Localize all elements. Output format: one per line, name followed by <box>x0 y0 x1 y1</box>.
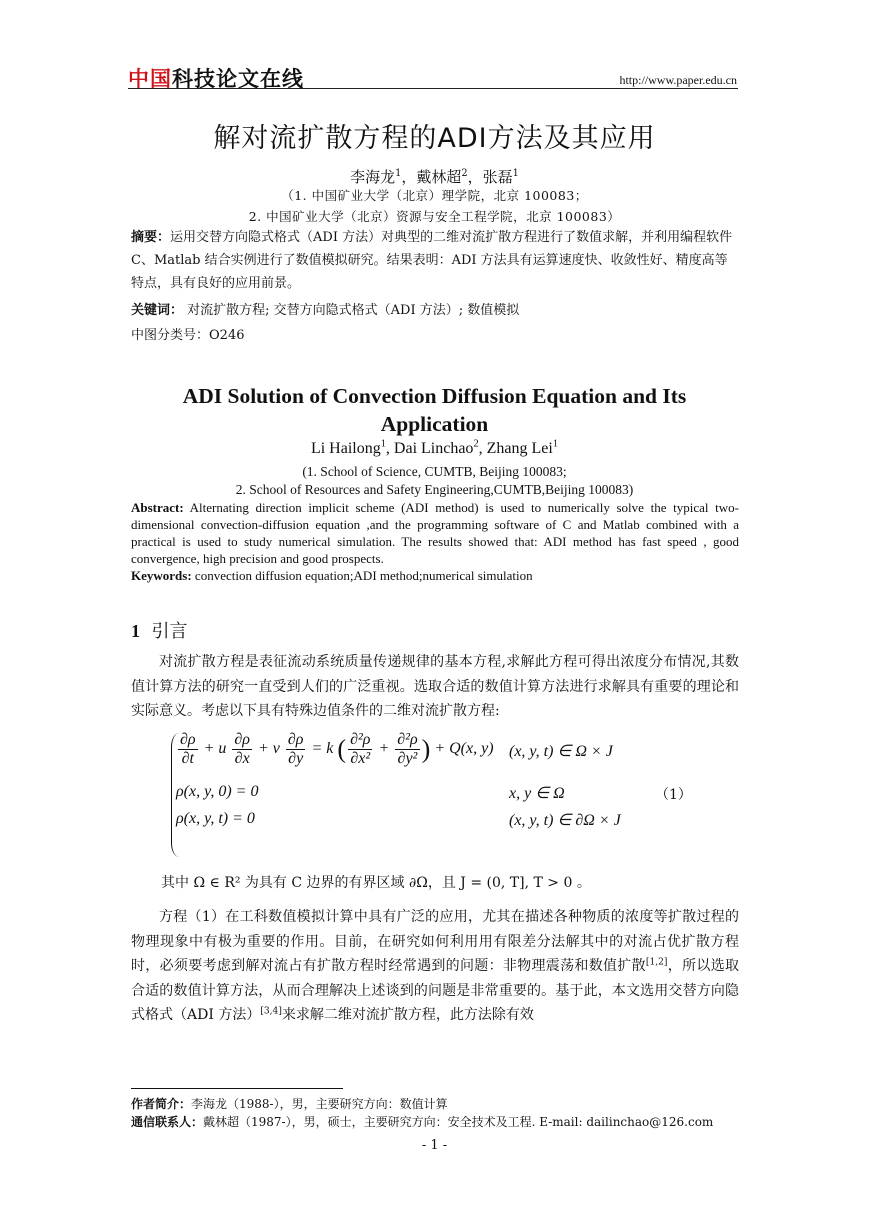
affiliation-cn-1: （1. 中国矿业大学（北京）理学院，北京 100083； <box>281 188 588 203</box>
page-number: - 1 - <box>421 1138 448 1153</box>
paragraph-where: 其中 Ω ∈ R² 为具有 C 边界的有界区域 ∂Ω，且 J = (0, T], T > 0 。 <box>161 875 591 891</box>
clc-value: O246 <box>209 328 245 343</box>
logo-black-text: 科技论文在线 <box>172 67 304 91</box>
footnote-rule <box>131 1088 343 1089</box>
section-number: 1 <box>131 621 140 641</box>
keywords-en-text: convection diffusion equation;ADI method;numerical simulation <box>191 568 533 583</box>
equation-line-3: ρ(x, y, t) = 0 <box>176 810 255 827</box>
authors-cn: 李海龙$^1$，戴林超$^2$，张磊$^1$ <box>350 168 519 186</box>
keywords-en <box>131 567 739 584</box>
equation-number: （1） <box>655 787 692 803</box>
abstract-en-label: Abstract: <box>131 500 184 515</box>
abstract-cn-text: 运用交替方向隐式格式（ADI 方法）对典型的二维对流扩散方程进行了数值求解，并利用编程软件 C、Matlab 结合实例进行了数值模拟研究。结果表明：ADI 方法具有运算速度快、收敛性好、精度高等特点，具有良好的应用前景。 <box>131 230 733 291</box>
keywords-cn-text: 对流扩散方程; 交替方向隐式格式（ADI 方法）; 数值模拟 <box>183 303 520 318</box>
keywords-cn <box>131 299 739 322</box>
citation-1-2: [1,2] <box>645 957 668 968</box>
keywords-en-label: Keywords: <box>131 568 192 583</box>
section-heading <box>131 617 187 643</box>
title-en: ADI Solution of Convection Diffusion Equation and Its Application <box>182 384 687 436</box>
keywords-cn-label: 关键词： <box>131 303 184 318</box>
citation-3-4: [3,4] <box>260 1006 282 1017</box>
logo-red-text: 中国 <box>128 67 172 91</box>
abstract-en <box>131 499 739 567</box>
header-url[interactable]: http://www.paper.edu.cn <box>619 73 737 87</box>
affiliation-cn-2: 2. 中国矿业大学（北京）资源与安全工程学院，北京 100083） <box>248 209 621 224</box>
equation-line-1: $\frac{\partial\rho}{\partial t}$ + u $\frac{\partial\rho}{\partial x}$ + v $\frac{\partial\rho}{\partial y}$ = k ( $\frac{\text{∂²ρ}}{\text{∂x²}}$ + $\frac{\text{∂²ρ}}{\text{∂y²}}$ ) + Q(x, y) <box>180 731 494 767</box>
paragraph-intro: 对流扩散方程是表征流动系统质量传递规律的基本方程,求解此方程可得出浓度分布情况,其数值计算方法的研究一直受到人们的广泛重视。选取合适的数值计算方法进行求解具有重要的理论和实际意义。考虑以下具有特殊边值条件的二维对流扩散方程: <box>131 654 739 719</box>
footnote-contact: 通信联系人：戴林超（1987-），男，硕士，主要研究方向：安全技术及工程. E-mail: dailinchao@126.com <box>131 1115 714 1129</box>
section-title: 引言 <box>151 621 188 642</box>
equation-line-2: ρ(x, y, 0) = 0 <box>176 783 259 800</box>
equation-condition-3: (x, y, t) ∈ ∂Ω × J <box>509 812 621 829</box>
affiliation-en-2: 2. School of Resources and Safety Engineering,CUMTB,Beijing 100083) <box>235 482 634 497</box>
equation-condition-1: (x, y, t) ∈ Ω × J <box>509 743 613 760</box>
clc-number <box>131 324 739 347</box>
abstract-cn-label: 摘要： <box>131 230 171 245</box>
paragraph-2: 方程（1）在工科数值模拟计算中具有广泛的应用，尤其在描述各种物质的浓度等扩散过程的物理现象中有极为重要的作用。目前，在研究如何利用用有限差分法解其中的对流占优扩散方程时，必须要考虑到解对流占有扩散方程时经常遇到的问题：非物理震荡和数值扩散[1,2]，所以选取合适的数值计算方法，从而合理解决上述谈到的问题是非常重要的。基于此，本文选用交替方向隐式格式（ADI 方法）[3,4]来求解二维对流扩散方程，此方法除有效 <box>131 909 740 1023</box>
equation-condition-2: x, y ∈ Ω <box>509 785 565 802</box>
header-rule <box>128 88 738 89</box>
footnote-author: 作者简介：李海龙（1988-），男，主要研究方向：数值计算 <box>131 1097 448 1111</box>
abstract-en-text: Alternating direction implicit scheme (ADI method) is used to numerically solve the typical two-dimensional convection-diffusion equation ,and the programming software of C and Matlab combined with a practical is used to study numerical simulation. The results showed that: ADI method has fast speed , good convergence, high precision and good prospects. <box>131 500 739 566</box>
clc-label: 中图分类号： <box>131 328 210 343</box>
abstract-cn <box>131 226 739 295</box>
title-cn: 解对流扩散方程的ADI方法及其应用 <box>213 123 656 154</box>
authors-en: Li Hailong$^1$, Dai Linchao$^2$, Zhang Lei$^1$ <box>310 438 559 457</box>
affiliation-en-1: (1. School of Science, CUMTB, Beijing 100083; <box>302 464 567 479</box>
